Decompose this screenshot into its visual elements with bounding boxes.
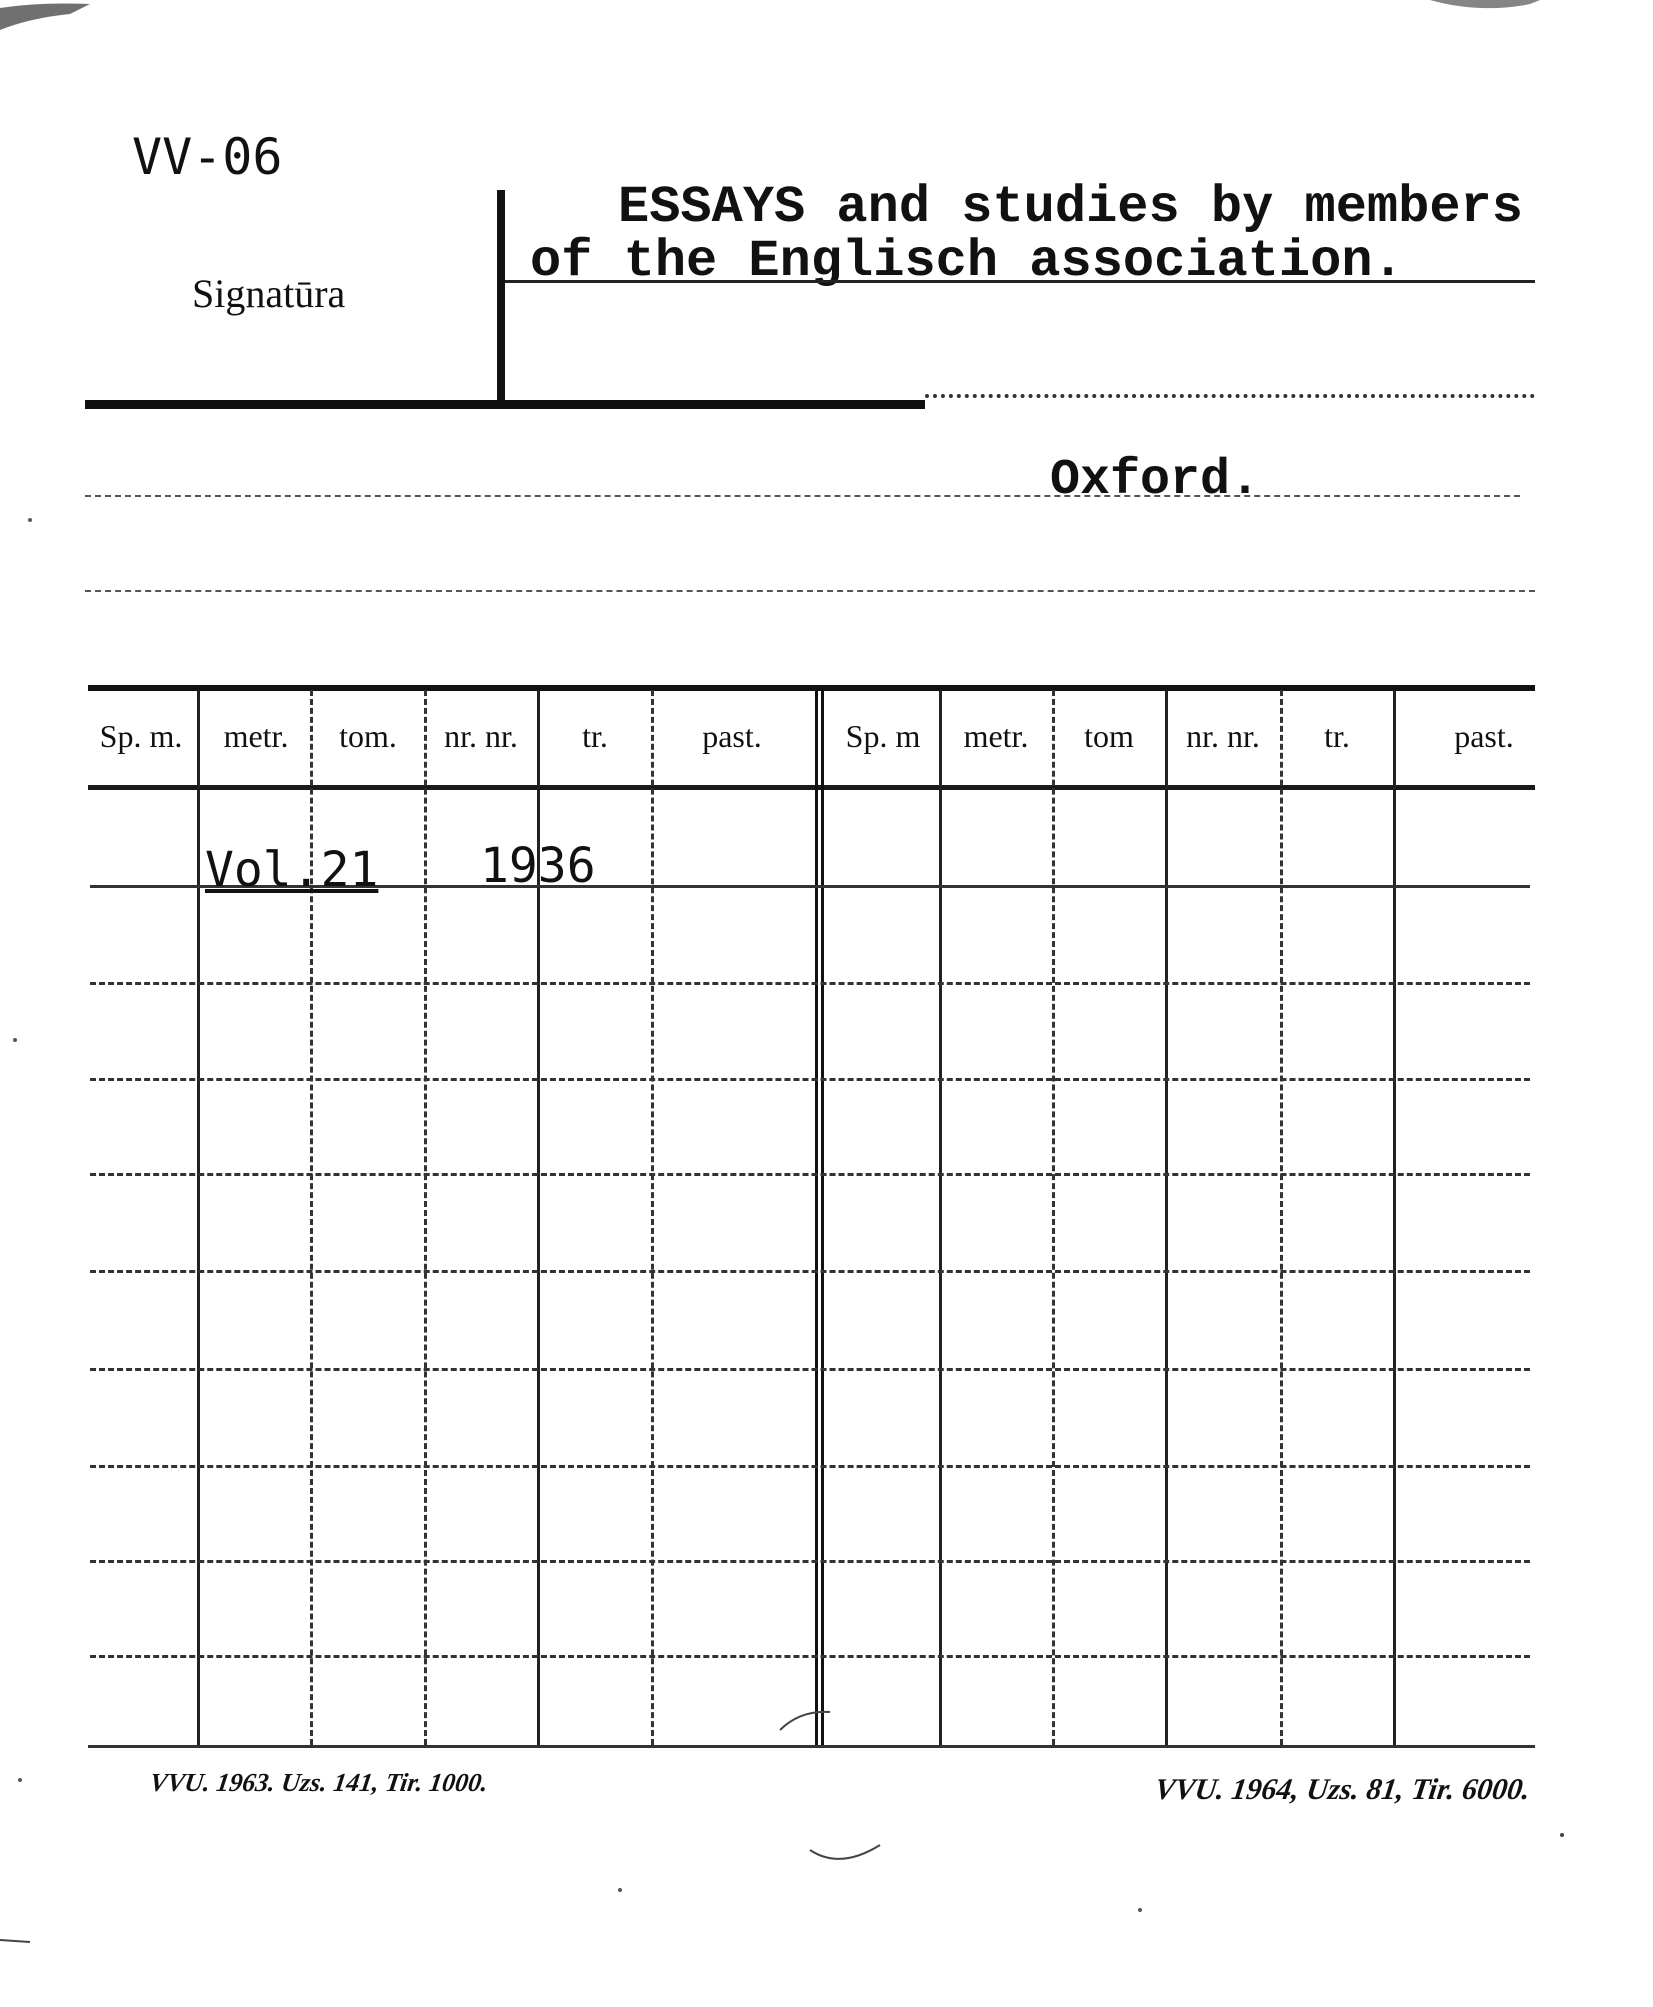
footer-print-right: VVU. 1964, Uzs. 81, Tir. 6000. <box>1152 1773 1533 1806</box>
place: Oxford. <box>1050 452 1261 509</box>
title-line-1: ESSAYS and studies by members <box>618 178 1523 237</box>
header-left-tom: tom. <box>339 718 397 754</box>
title-line-2: of the Englisch association. <box>530 232 1404 291</box>
call-number: VV-06 <box>132 128 283 186</box>
footer-print-left: VVU. 1963. Uzs. 141, Tir. 1000. <box>148 1768 490 1797</box>
header-right-metr: metr. <box>963 718 1029 754</box>
header-right-tr: tr. <box>1324 718 1350 754</box>
header-right-sp-m: Sp. m <box>845 718 921 754</box>
signature-label: Signatūra <box>192 271 346 316</box>
header-right-nr-nr: nr. nr. <box>1186 718 1260 754</box>
header-left-nr-nr: nr. nr. <box>444 718 518 754</box>
entry-nr: 1936 <box>480 838 596 894</box>
header-left-metr: metr. <box>223 718 289 754</box>
entry-metr: Vol.21 <box>205 842 379 898</box>
header-right-past: past. <box>1454 718 1514 754</box>
header-left-past: past. <box>702 718 762 754</box>
header-left-sp-m: Sp. m. <box>99 718 183 754</box>
header-right-tom: tom <box>1084 718 1134 754</box>
header-left-tr: tr. <box>582 718 608 754</box>
